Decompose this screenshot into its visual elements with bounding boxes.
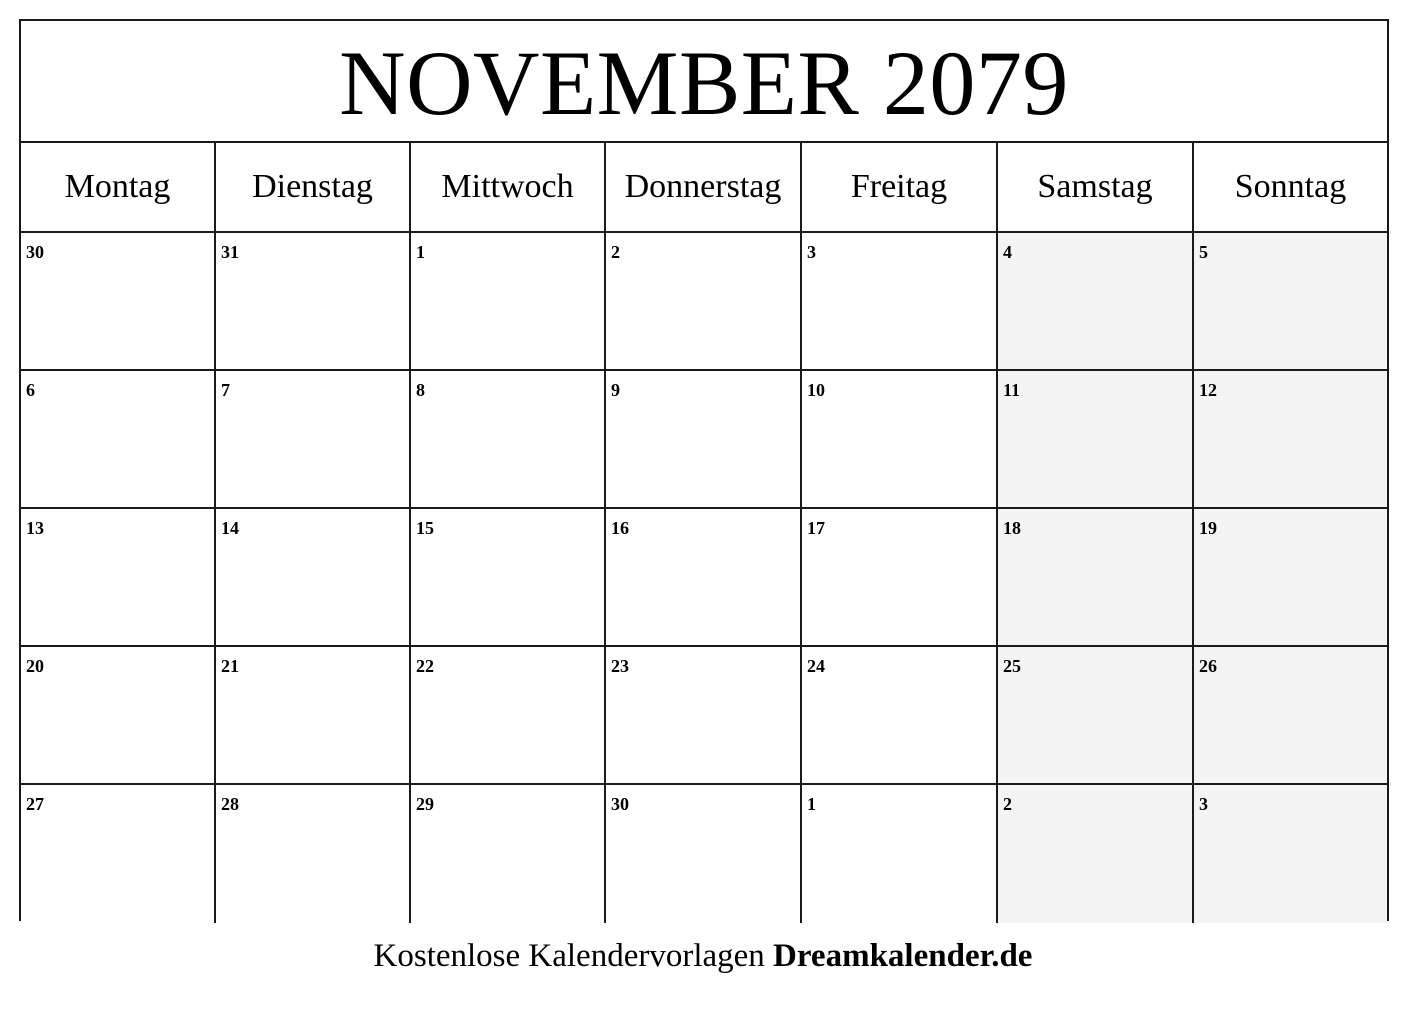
day-number: 31: [221, 242, 239, 262]
day-cell: [411, 509, 606, 647]
day-number: 5: [1199, 242, 1208, 262]
day-number: 23: [611, 656, 629, 676]
weekday-friday: Freitag: [802, 143, 998, 233]
month-title: NOVEMBER 2079: [339, 32, 1069, 134]
day-number: 24: [807, 656, 825, 676]
day-cell: [998, 785, 1194, 923]
day-number: 20: [26, 656, 44, 676]
day-number: 28: [221, 794, 239, 814]
day-number: 9: [611, 380, 620, 400]
day-number: 7: [221, 380, 230, 400]
calendar: [19, 19, 1389, 921]
day-cell: [802, 647, 998, 785]
day-number: 12: [1199, 380, 1217, 400]
day-number: 22: [416, 656, 434, 676]
day-number: 19: [1199, 518, 1217, 538]
day-number: 4: [1003, 242, 1012, 262]
day-number: 2: [611, 242, 620, 262]
day-number: 29: [416, 794, 434, 814]
day-cell: [606, 647, 802, 785]
day-cell: [411, 371, 606, 509]
day-number: 1: [807, 794, 816, 814]
day-cell: [21, 509, 216, 647]
day-cell: [411, 233, 606, 371]
day-cell: [998, 647, 1194, 785]
day-cell: [216, 233, 411, 371]
day-number: 11: [1003, 380, 1021, 400]
weekday-thursday: Donnerstag: [606, 143, 802, 233]
day-number: 6: [26, 380, 35, 400]
day-cell: [606, 233, 802, 371]
day-cell: [21, 233, 216, 371]
day-cell: [21, 371, 216, 509]
day-cell: [411, 647, 606, 785]
weekday-sunday: Sonntag: [1194, 143, 1387, 233]
day-number: 3: [807, 242, 816, 262]
day-cell: [216, 509, 411, 647]
day-cell: [1194, 371, 1387, 509]
day-number: 13: [26, 518, 44, 538]
day-cell: [411, 785, 606, 923]
day-cell: [606, 371, 802, 509]
day-cell: [802, 233, 998, 371]
day-cell: [998, 509, 1194, 647]
calendar-header: [21, 21, 1387, 143]
day-number: 15: [416, 518, 434, 538]
day-number: 1: [416, 242, 425, 262]
day-cell: [216, 371, 411, 509]
footer: [0, 938, 1406, 975]
day-cell: [606, 785, 802, 923]
day-cell: [1194, 509, 1387, 647]
day-cell: [216, 647, 411, 785]
day-number: 30: [26, 242, 44, 262]
day-cell: [998, 233, 1194, 371]
day-number: 18: [1003, 518, 1021, 538]
day-cell: [802, 371, 998, 509]
day-number: 3: [1199, 794, 1208, 814]
day-cell: [606, 509, 802, 647]
days-grid: [21, 233, 1387, 923]
day-cell: [1194, 785, 1387, 923]
day-cell: [802, 785, 998, 923]
day-number: 14: [221, 518, 239, 538]
day-number: 27: [26, 794, 44, 814]
day-number: 21: [221, 656, 239, 676]
day-number: 30: [611, 794, 629, 814]
weekday-monday: Montag: [21, 143, 216, 233]
day-number: 10: [807, 380, 825, 400]
day-cell: [802, 509, 998, 647]
day-cell: [216, 785, 411, 923]
day-cell: [998, 371, 1194, 509]
calendar-grid: [21, 143, 1387, 233]
day-number: 16: [611, 518, 629, 538]
day-cell: [1194, 233, 1387, 371]
day-number: 25: [1003, 656, 1021, 676]
weekday-tuesday: Dienstag: [216, 143, 411, 233]
day-cell: [21, 785, 216, 923]
day-cell: [1194, 647, 1387, 785]
weekday-saturday: Samstag: [998, 143, 1194, 233]
day-cell: [21, 647, 216, 785]
day-number: 17: [807, 518, 825, 538]
day-number: 26: [1199, 656, 1217, 676]
footer-brand: Dreamkalender.de: [773, 938, 1033, 974]
footer-text: Kostenlose Kalendervorlagen: [373, 938, 765, 974]
weekday-wednesday: Mittwoch: [411, 143, 606, 233]
day-number: 8: [416, 380, 425, 400]
day-number: 2: [1003, 794, 1012, 814]
